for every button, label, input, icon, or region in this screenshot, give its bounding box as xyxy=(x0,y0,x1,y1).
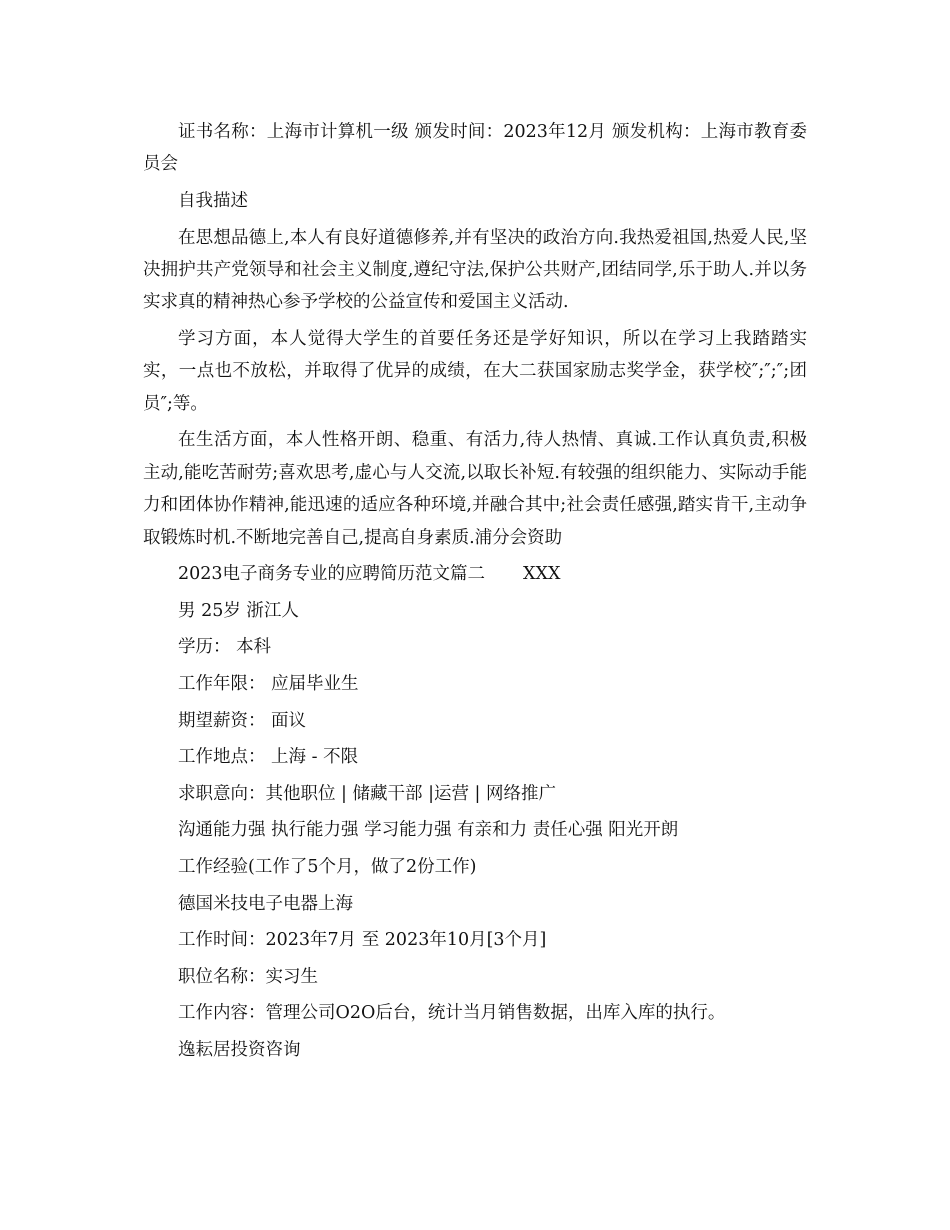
salary-line: 期望薪资： 面议 xyxy=(178,710,307,731)
resume-name: XXX xyxy=(523,564,561,585)
resume-title: 2023电子商务专业的应聘简历范文篇二 xyxy=(178,564,486,585)
job1-content: 工作内容：管理公司O2O后台，统计当月销售数据，出库入库的执行。 xyxy=(178,1003,726,1024)
study-paragraph: 学习方面，本人觉得大学生的首要任务还是学好知识，所以在学习上我踏踏实实，一点也不放松，并取得了优异的成绩，在大二获国家励志奖学金，获学校″;″;″;团员″;等。 xyxy=(143,329,807,414)
job1-position: 职位名称：实习生 xyxy=(178,966,318,987)
work-years-line: 工作年限： 应届毕业生 xyxy=(178,674,359,694)
skills-line: 沟通能力强 执行能力强 学习能力强 有亲和力 责任心强 阳光开朗 xyxy=(178,820,679,841)
location-line: 工作地点： 上海 - 不限 xyxy=(178,747,359,768)
education-line: 学历： 本科 xyxy=(178,637,272,658)
experience-header: 工作经验(工作了5个月，做了2份工作) xyxy=(178,856,477,877)
intention-line: 求职意向：其他职位 | 储藏干部 |运营 | 网络推广 xyxy=(178,783,557,804)
job1-time: 工作时间：2023年7月 至 2023年10月[3个月] xyxy=(178,930,547,951)
job2-company: 逸耘居投资咨询 xyxy=(178,1039,301,1060)
certificate-paragraph: 证书名称：上海市计算机一级 颁发时间：2023年12月 颁发机构：上海市教育委员会 xyxy=(143,122,807,175)
life-paragraph: 在生活方面，本人性格开朗、稳重、有活力,待人热情、真诚.工作认真负责,积极主动,能吃苦耐劳;喜欢思考,虚心与人交流,以取长补短.有较强的组织能力、实际动手能力和团体协作精神,能迅速的适应各种环境,并融合其中;社会责任感强,踏实肯干,主动争取锻炼时机.不断地完善自己,提高自身素质.浦分会资助 xyxy=(143,430,807,548)
document-body xyxy=(143,116,807,1071)
resume-title-line xyxy=(143,558,807,590)
basic-info: 男 25岁 浙江人 xyxy=(178,600,299,621)
self-description-heading: 自我描述 xyxy=(178,191,248,211)
moral-paragraph: 在思想品德上,本人有良好道德修养,并有坚决的政治方向.我热爱祖国,热爱人民,坚决拥护共产党领导和社会主义制度,遵纪守法,保护公共财产,团结同学,乐于助人.并以务实求真的精神热心参予学校的公益宣传和爱国主义活动. xyxy=(143,227,807,313)
job1-company: 德国米技电子电器上海 xyxy=(178,893,353,914)
